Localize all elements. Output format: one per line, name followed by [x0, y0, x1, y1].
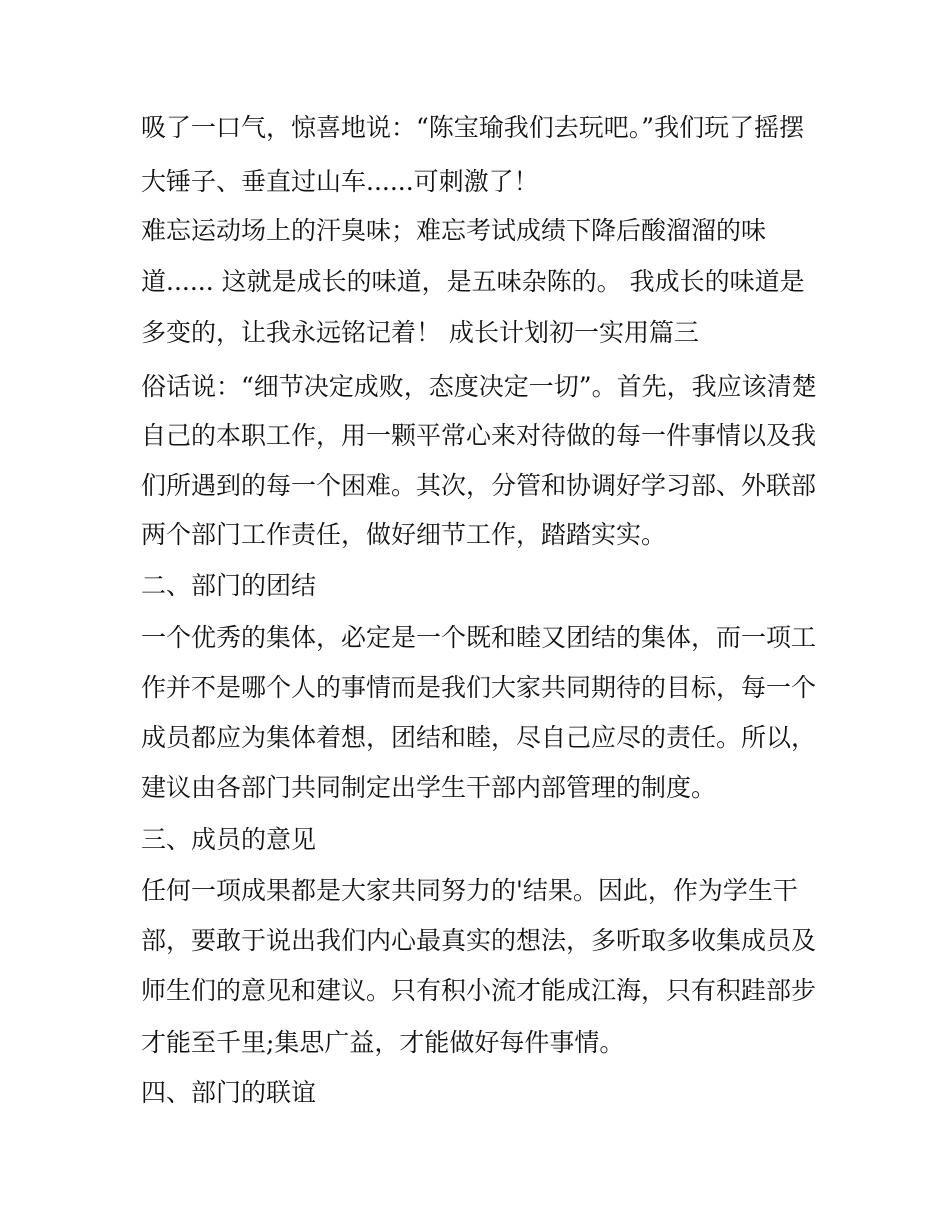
text-line: 建议由各部门共同制定出学生干部内部管理的制度。 — [141, 773, 717, 802]
text-line: 难忘运动场上的汗臭味；难忘考试成绩下降后酸溜溜的味 — [141, 216, 767, 245]
section-heading: 四、部门的联谊 — [141, 1078, 317, 1107]
text-line: 师生们的意见和建议。只有积小流才能成江海，只有积跬部步 — [141, 976, 817, 1005]
text-line: 吸了一口气，惊喜地说：“陈宝瑜我们去玩吧。”我们玩了摇摆 — [141, 113, 805, 142]
text-line: 多变的，让我永远铭记着！ 成长计划初一实用篇三 — [141, 318, 699, 347]
text-line: 一个优秀的集体，必定是一个既和睦又团结的集体，而一项工 — [141, 623, 817, 652]
section-heading: 二、部门的团结 — [141, 571, 317, 600]
text-line: 成员都应为集体着想，团结和睦，尽自己应尽的责任。所以， — [141, 723, 817, 752]
text-line: 部，要敢于说出我们内心最真实的想法，多听取多收集成员及 — [141, 926, 817, 955]
text-line: 道...... 这就是成长的味道，是五味杂陈的。 我成长的味道是 — [141, 267, 805, 296]
text-line: 俗话说：“细节决定成败，态度决定一切”。首先，我应该清楚 — [141, 372, 817, 401]
text-line: 自己的本职工作，用一颗平常心来对待做的每一件事情以及我 — [141, 421, 817, 450]
text-line: 大锤子、垂直过山车......可刺激了！ — [141, 167, 539, 196]
text-line: 两个部门工作责任，做好细节工作，踏踏实实。 — [141, 520, 667, 549]
text-line: 作并不是哪个人的事情而是我们大家共同期待的目标，每一个 — [141, 673, 817, 702]
text-line: 们所遇到的每一个困难。其次，分管和协调好学习部、外联部 — [141, 471, 817, 500]
section-heading: 三、成员的意见 — [141, 825, 317, 854]
text-line: 才能至千里;集思广益，才能做好每件事情。 — [141, 1028, 625, 1057]
text-line: 任何一项成果都是大家共同努力的'结果。因此，作为学生干 — [141, 876, 798, 905]
